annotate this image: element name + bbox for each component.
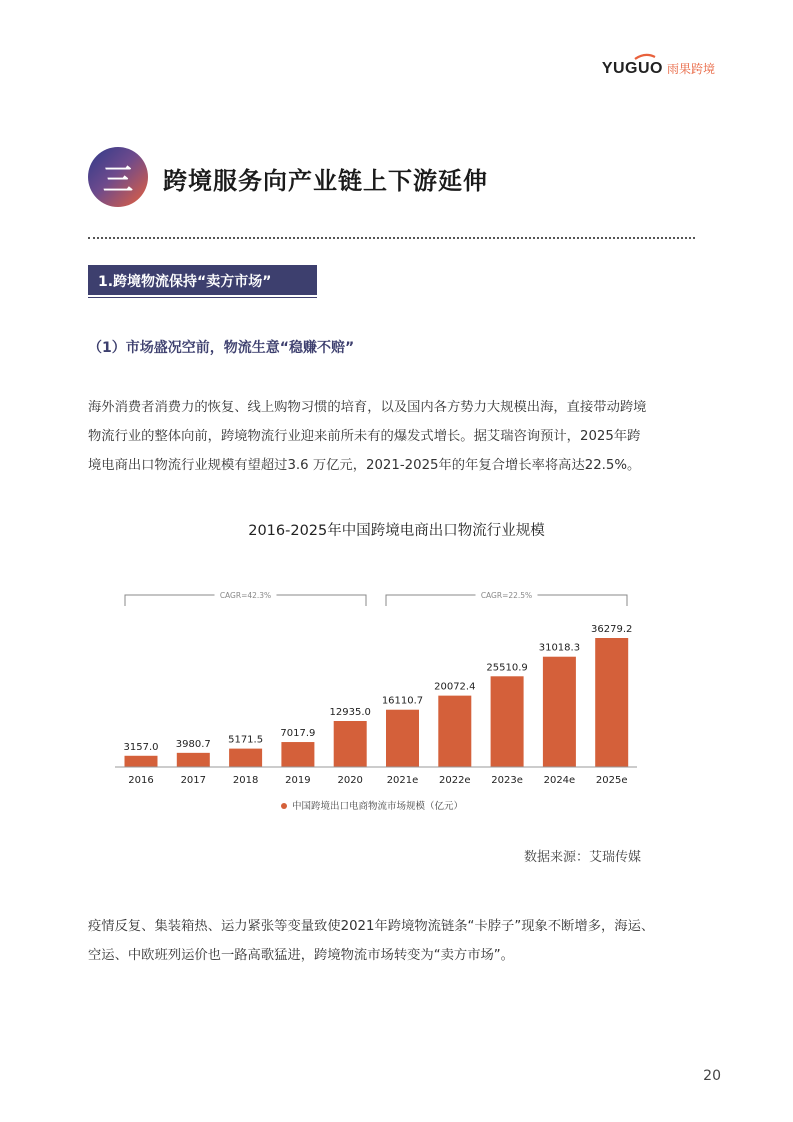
x-tick-label: 2020 (337, 775, 363, 786)
logo-chinese-name: 雨果跨境 (666, 62, 715, 76)
x-tick-label: 2016 (128, 775, 154, 786)
logo-wordmark: YUGUO (601, 60, 663, 77)
cagr-bracket (386, 595, 476, 606)
data-label: 25510.9 (486, 662, 528, 674)
section-title: 跨境服务向产业链上下游延伸 (163, 167, 488, 195)
bar (386, 710, 419, 767)
bar (334, 721, 367, 767)
x-tick-label: 2024e (543, 775, 576, 786)
x-tick-label: 2022e (438, 775, 471, 786)
x-tick-label: 2025e (595, 775, 628, 786)
subsection-title: 1.跨境物流保持“卖方市场” (98, 274, 272, 290)
paragraph-conclusion (88, 912, 698, 970)
cagr-bracket (277, 595, 367, 606)
x-tick-label: 2019 (285, 775, 311, 786)
data-label: 16110.7 (381, 695, 424, 707)
legend-marker (281, 803, 287, 809)
x-tick-label: 2017 (180, 775, 207, 786)
x-tick-label: 2021e (386, 775, 419, 786)
bar (125, 756, 158, 767)
cagr-annotation: CAGR=42.3% (219, 591, 272, 600)
x-tick-label: 2018 (232, 775, 259, 786)
paragraph-line: 疫情反复、集装箱热、运力紧张等变量致使2021年跨境物流链条“卡脖子”现象不断增多，海运、 (88, 919, 655, 934)
bar (595, 638, 628, 767)
data-label: 3980.7 (175, 738, 211, 750)
subsubsection-title: （1）市场盛况空前，物流生意“稳赚不赔” (88, 340, 355, 356)
data-label: 3157.0 (123, 741, 159, 753)
paragraph-line: 空运、中欧班列运价也一路高歌猛进，跨境物流市场转变为“卖方市场”。 (88, 948, 514, 963)
x-tick-label: 2023e (491, 775, 523, 786)
data-label: 7017.9 (280, 728, 316, 740)
data-source: 数据来源：艾瑞传媒 (523, 850, 641, 865)
page-number: 20 (703, 1068, 721, 1084)
paragraph-line: 物流行业的整体向前，跨境物流行业迎来前所未有的爆发式增长。据艾瑞咨询预计，2025年跨 (88, 429, 641, 444)
data-label: 5171.5 (228, 734, 264, 746)
chart-title: 2016-2025年中国跨境电商出口物流行业规模 (248, 523, 545, 539)
bar (491, 676, 524, 767)
data-label: 36279.2 (591, 624, 633, 635)
bar (229, 749, 262, 767)
cagr-annotation: CAGR=22.5% (480, 591, 533, 600)
bar (177, 753, 210, 767)
bar (543, 657, 576, 767)
paragraph-line: 海外消费者消费力的恢复、线上购物习惯的培育，以及国内各方势力大规模出海，直接带动跨境 (88, 400, 647, 415)
paragraph-line: 境电商出口物流行业规模有望超过3.6 万亿元，2021-2025年的年复合增长率将高达22.5%。 (88, 458, 641, 473)
bar (281, 742, 314, 767)
data-label: 31018.3 (538, 642, 581, 654)
section-number-badge: 三 (88, 147, 148, 207)
data-label: 20072.4 (434, 681, 476, 693)
cagr-bracket (125, 595, 215, 606)
legend-label: 中国跨境出口电商物流市场规模（亿元） (292, 801, 464, 812)
bar (438, 696, 471, 767)
data-label: 12935.0 (329, 707, 371, 719)
cagr-bracket (538, 595, 628, 606)
